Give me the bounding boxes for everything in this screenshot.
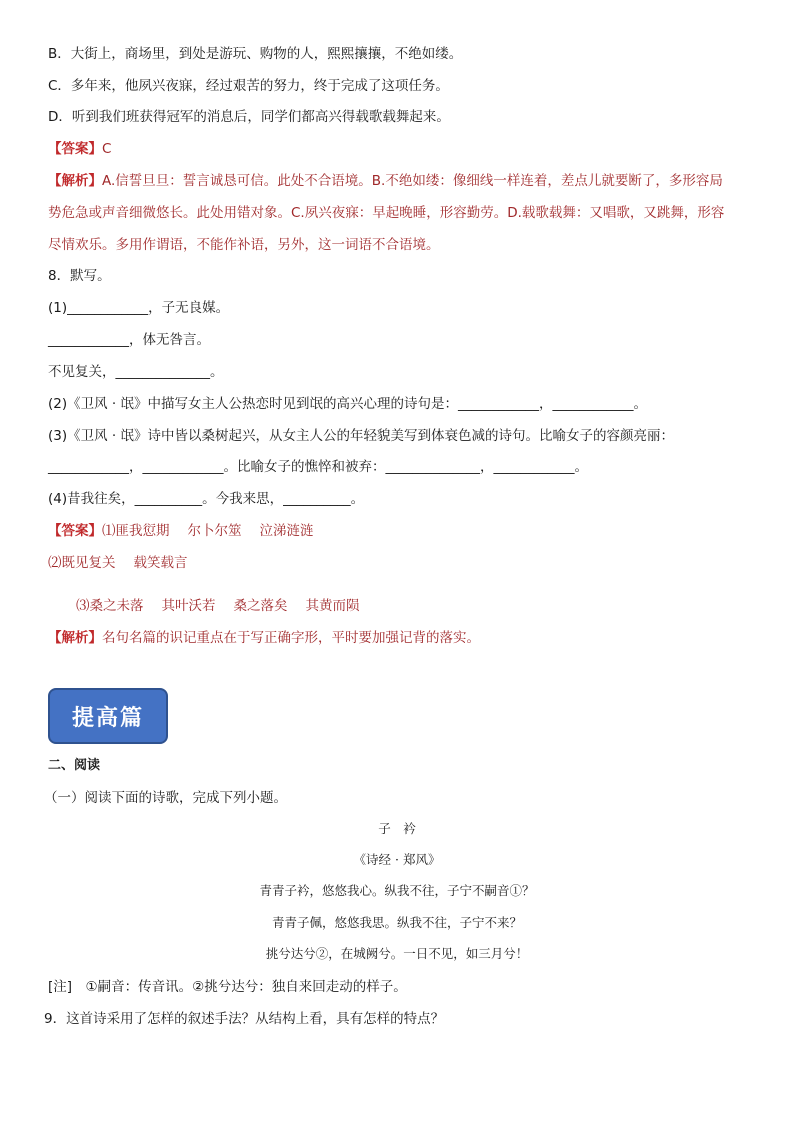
answer-line-2 xyxy=(48,521,314,541)
poem-title: 子 衿 xyxy=(378,821,416,836)
answer-item: ⑶桑之未落 xyxy=(76,598,144,614)
poem-source: 《诗经 · 郑风》 xyxy=(353,852,441,867)
section-badge: 提高篇 xyxy=(48,688,168,744)
answer-item: 其黄而陨 xyxy=(305,598,360,614)
analysis-text: 名句名篇的识记重点在于写正确字形，平时要加强记背的落实。 xyxy=(102,630,480,646)
poem-line-1: 青青子衿，悠悠我心。纵我不往，子宁不嗣音①？ xyxy=(259,883,535,898)
answer-item: 其叶沃若 xyxy=(161,598,216,614)
option-c: C．多年来，他夙兴夜寐，经过艰苦的努力，终于完成了这项任务。 xyxy=(48,78,449,94)
answer-tag: 【答案】 xyxy=(48,523,102,539)
answer-item: 桑之落矣 xyxy=(233,598,288,614)
analysis-line-2: 势危急或声音细微悠长。此处用错对象。C.夙兴夜寐：早起晚睡，形容勤劳。D.载歌载舞：又唱歌，又跳舞，形容 xyxy=(48,205,725,221)
question-8-title: 8．默写。 xyxy=(48,268,111,284)
analysis-text: A.信誓旦旦：誓言诚恳可信。此处不合语境。B.不绝如缕：像细线一样连着，差点儿就要断了，多形容局 xyxy=(102,173,723,189)
answer-line-3 xyxy=(48,553,188,573)
poem-line-3: 挑兮达兮②，在城阙兮。一日不见，如三月兮！ xyxy=(265,946,529,961)
section-intro: （一）阅读下面的诗歌，完成下列小题。 xyxy=(44,790,287,806)
answer-value: C xyxy=(102,141,112,157)
answer-line-1 xyxy=(48,139,111,159)
option-b: B．大街上，商场里，到处是游玩、购物的人，熙熙攘攘，不绝如缕。 xyxy=(48,46,463,62)
analysis-tag: 【解析】 xyxy=(48,173,102,189)
question-8-2: (2)《卫风 · 氓》中描写女主人公热恋时见到氓的高兴心理的诗句是：____________，____________。 xyxy=(48,396,647,412)
question-8-4: (4)昔我往矣，__________。今我来思，__________。 xyxy=(48,491,365,507)
answer-item: 尔卜尔筮 xyxy=(187,523,242,539)
poem-note: [注] ①嗣音：传音讯。②挑兮达兮：独自来回走动的样子。 xyxy=(48,979,407,995)
question-8-1a: (1)____________，子无良媒。 xyxy=(48,300,230,316)
section-heading: 二、阅读 xyxy=(48,758,101,773)
answer-item: 泣涕涟涟 xyxy=(259,523,314,539)
question-8-1b: ____________，体无咎言。 xyxy=(48,332,210,348)
analysis-line-3: 尽情欢乐。多用作谓语，不能作补语，另外，这一词语不合语境。 xyxy=(48,237,440,253)
answer-tag: 【答案】 xyxy=(48,141,102,157)
poem-line-2: 青青子佩，悠悠我思。纵我不往，子宁不来？ xyxy=(271,915,522,930)
analysis-tag: 【解析】 xyxy=(48,630,102,646)
question-9: 9．这首诗采用了怎样的叙述手法？从结构上看，具有怎样的特点？ xyxy=(44,1011,445,1027)
analysis-line-1 xyxy=(48,171,723,191)
answer-item: 载笑载言 xyxy=(133,555,188,571)
analysis-line-4 xyxy=(48,628,480,648)
option-d: D．听到我们班获得冠军的消息后，同学们都高兴得载歌载舞起来。 xyxy=(48,109,450,125)
answer-line-4 xyxy=(76,596,360,616)
question-8-1c: 不见复关，______________。 xyxy=(48,364,224,380)
question-8-3a: (3)《卫风 · 氓》诗中皆以桑树起兴，从女主人公的年轻貌美写到体衰色减的诗句。比喻女子的容颜亮丽： xyxy=(48,428,674,444)
question-8-3b: ____________，____________。比喻女子的憔悴和被弃：______________，____________。 xyxy=(48,459,588,475)
answer-item: ⑴匪我愆期 xyxy=(102,523,170,539)
answer-item: ⑵既见复关 xyxy=(48,555,116,571)
